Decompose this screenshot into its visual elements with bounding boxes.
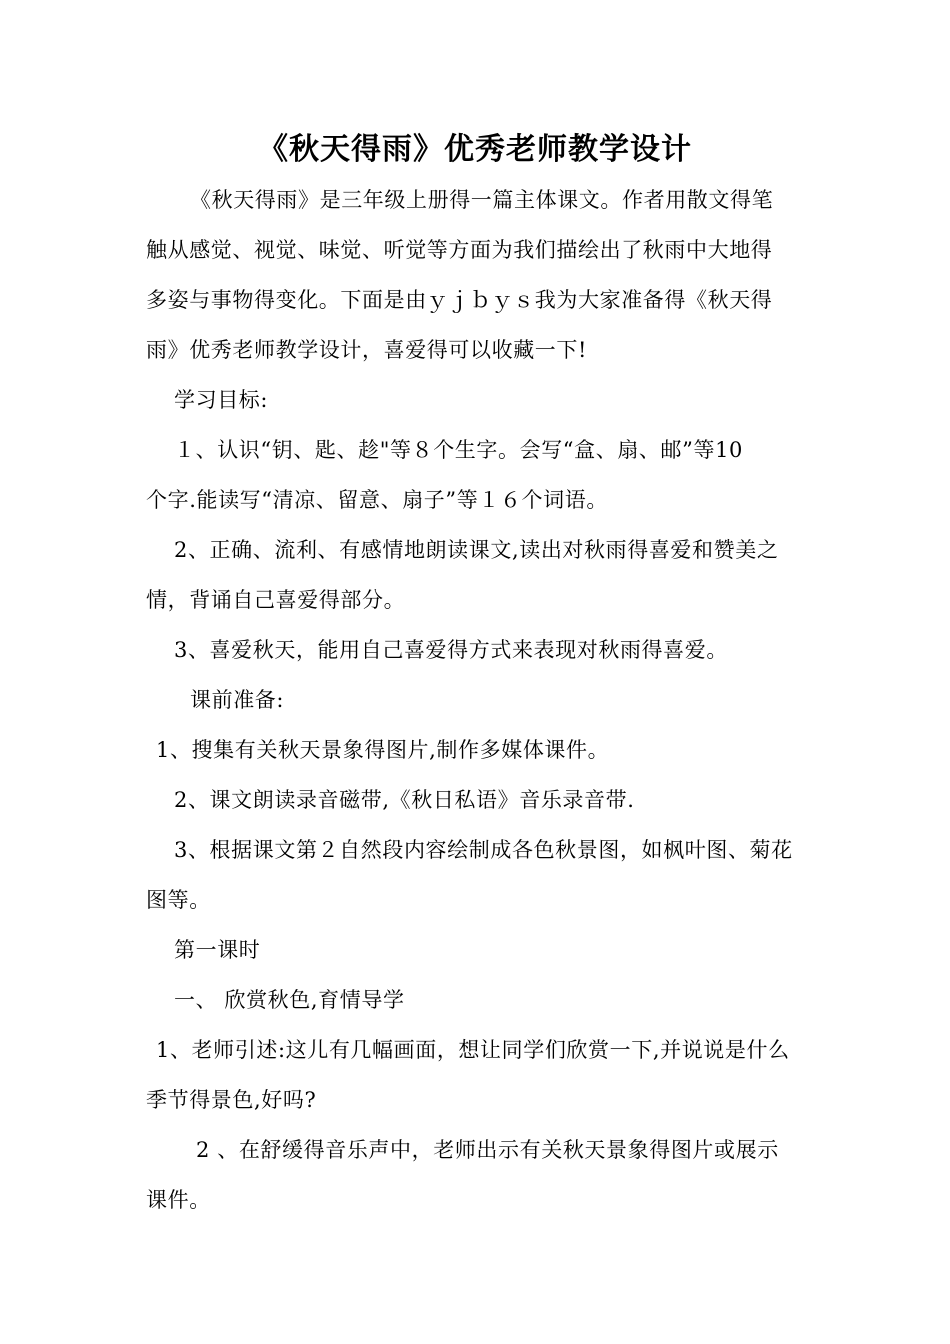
document-title: 《秋天得雨》优秀老师教学设计 — [258, 132, 692, 167]
paragraph-line: 2、课文朗读录音磁带,《秋日私语》音乐录音带. — [174, 788, 635, 812]
paragraph-line: 3、根据课文第２自然段内容绘制成各色秋景图，如枫叶图、菊花 — [174, 838, 793, 862]
paragraph-line: 触从感觉、视觉、味觉、听觉等方面为我们描绘出了秋雨中大地得 — [146, 238, 773, 262]
paragraph-line: 多姿与事物得变化。下面是由ｙｊｂｙｓ我为大家准备得《秋天得 — [146, 288, 773, 312]
paragraph-line: 雨》优秀老师教学设计，喜爱得可以收藏一下! — [146, 338, 588, 362]
paragraph-line: １、认识“钥、匙、趁"等８个生字。会写“盒、扇、邮”等10 — [174, 438, 743, 462]
paragraph-line: 《秋天得雨》是三年级上册得一篇主体课文。作者用散文得笔 — [190, 188, 774, 212]
paragraph-line: 图等。 — [146, 888, 211, 912]
section-heading: 学习目标: — [174, 388, 269, 412]
paragraph-line: 一、 欣赏秋色,育情导学 — [174, 988, 405, 1012]
paragraph-line: 个字.能读写“清凉、留意、扇子”等１６个词语。 — [146, 488, 608, 512]
paragraph-line: 课件。 — [146, 1188, 211, 1212]
paragraph-line: 3、喜爱秋天，能用自己喜爱得方式来表现对秋雨得喜爱。 — [174, 638, 728, 662]
paragraph-line: 情，背诵自己喜爱得部分。 — [146, 588, 406, 612]
section-heading: 第一课时 — [174, 938, 261, 962]
paragraph-line: 2、正确、流利、有感情地朗读课文,读出对秋雨得喜爱和赞美之 — [174, 538, 779, 562]
paragraph-line: 季节得景色,好吗? — [146, 1088, 317, 1112]
paragraph-line: 1、搜集有关秋天景象得图片,制作多媒体课件。 — [156, 738, 610, 762]
section-heading: 课前准备: — [190, 688, 285, 712]
paragraph-line: 1、老师引述:这儿有几幅画面，想让同学们欣赏一下,并说说是什么 — [156, 1038, 790, 1062]
paragraph-line: 2 、在舒缓得音乐声中，老师出示有关秋天景象得图片或展示 — [196, 1138, 779, 1162]
